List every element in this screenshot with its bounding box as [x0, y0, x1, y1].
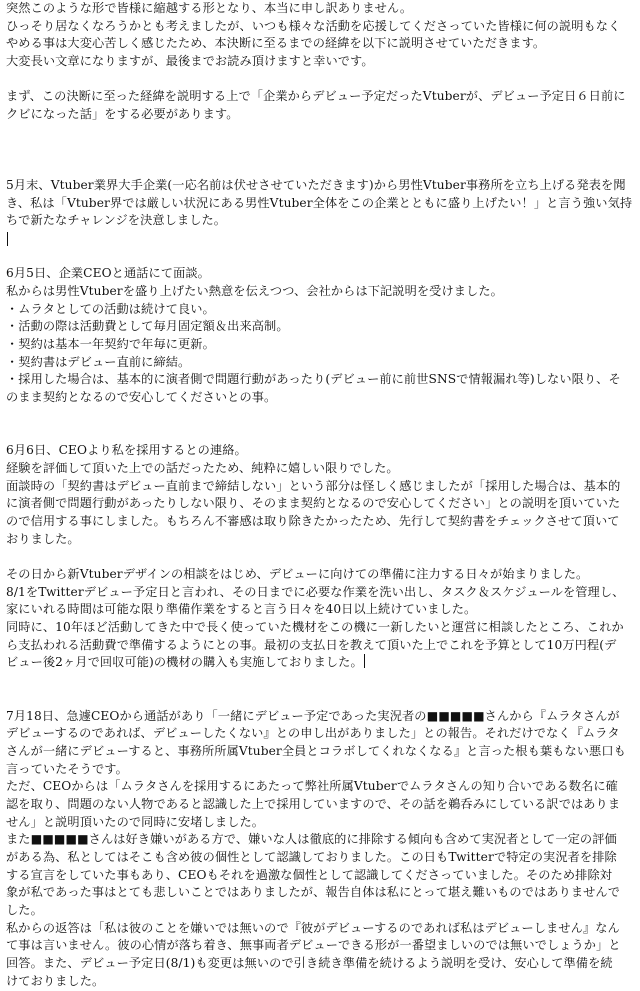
blank-line — [6, 248, 634, 266]
text-line[interactable] — [6, 743, 634, 761]
text-line[interactable] — [6, 955, 634, 973]
text-line[interactable] — [6, 35, 634, 53]
text-line-content: 同時に、10年ほど活動してきた中で長く使っていた機材をこの機に一新したいと運営に相談したところ、これか — [6, 620, 624, 635]
text-line-content: き、私は「Vtuber界では厳しい状況にある男性Vtuber全体をこの企業とともに盛り上げたい！」と言う強い気持 — [6, 195, 633, 210]
text-line[interactable] — [6, 53, 634, 71]
text-line[interactable] — [6, 584, 634, 602]
blank-line — [6, 71, 634, 89]
text-line-content: 8/1をTwitterデビュー予定日と言われ、その日までに必要な作業を洗い出し、タスク＆スケジュールを管理し、 — [6, 584, 625, 599]
text-line-content: した。 — [6, 903, 43, 918]
text-line[interactable] — [6, 495, 634, 513]
text-line-content: 大変長い文章になりますが、最後までお読み頂けますと幸いです。 — [6, 54, 374, 69]
text-line[interactable] — [6, 814, 634, 832]
text-line[interactable] — [6, 265, 634, 283]
text-line[interactable] — [6, 371, 634, 389]
text-line-content: 7月18日、急遽CEOから通話があり「一緒にデビュー予定であった実況者の■■■■■さんから『ムラタさんが — [6, 708, 620, 723]
text-line[interactable] — [6, 531, 634, 549]
text-line-content: その日から新Vtuberデザインの相談をはじめ、デビューに向けての準備に注力する日々が始まりました。 — [6, 567, 589, 581]
text-line-content: 認を取り、問題のない人物であると認識した上で採用していますので、その話を鵜呑みにしている訳ではありま — [6, 796, 621, 811]
text-line[interactable] — [6, 778, 634, 796]
text-line-content: のまま契約となるので安心してくださいとの事。 — [6, 390, 277, 405]
text-line-content: 6月5日、企業CEOと通話にて面談。 — [6, 266, 210, 281]
text-line[interactable] — [6, 849, 634, 867]
text-line[interactable] — [6, 478, 634, 496]
text-line[interactable] — [6, 937, 634, 955]
text-line[interactable] — [6, 725, 634, 743]
text-line[interactable] — [6, 460, 634, 478]
text-line[interactable] — [6, 601, 634, 619]
blank-line — [6, 159, 634, 177]
text-line[interactable] — [6, 513, 634, 531]
text-line[interactable] — [6, 318, 634, 336]
text-line-content: やめる事は大変心苦しく感じたため、本決断に至るまでの経緯を以下に説明させていただきます。 — [6, 36, 546, 51]
text-line-content: せん」と説明頂いたので同時に安堵しました。 — [6, 814, 265, 829]
text-line-content: 突然このような形で皆様に縮越する形となり、本当に申し訳ありません。 — [6, 1, 413, 15]
text-line[interactable] — [6, 884, 634, 902]
blank-line — [6, 672, 634, 690]
text-line-content: おりました。 — [6, 531, 80, 546]
text-line-content: クビになった話」をする必要があります。 — [6, 107, 239, 122]
blank-line — [6, 124, 634, 142]
text-line-content: 象が私であった事はとても悲しいことではありましたが、報告自体は私にとって堪え難いものではありませんで — [6, 885, 621, 900]
text-line[interactable] — [6, 212, 634, 230]
text-line-content: 私からは男性Vtuberを盛り上げたい熱意を伝えつつ、会社からは下記説明を受けました。 — [6, 284, 503, 298]
text-line-content: 私からの返答は「私は彼のことを嫌いでは無いので『彼がデビューするのであれば私はデビューしません』なん — [6, 920, 620, 935]
text-line-content: て事は言いません。彼の心情が落ち着き、無事両者デビューできる形が一番望ましいのでは無いでしょうか」と — [6, 938, 621, 953]
text-line-content: ビュー後2ヶ月で回収可能)の機材の購入も実施しておりました。 — [6, 655, 363, 670]
text-line-content: ・活動の際は活動費として毎月固定額＆出来高制。 — [6, 319, 289, 334]
text-line[interactable] — [6, 654, 634, 672]
text-cursor — [7, 232, 8, 246]
text-line[interactable] — [6, 831, 634, 849]
text-line-content: ひっそり居なくなろうかとも考えましたが、いつも様々な活動を応援してくださっていた皆様に何の説明もなく — [6, 18, 621, 33]
text-line[interactable] — [6, 195, 634, 213]
text-line[interactable] — [6, 336, 634, 354]
text-line-content: ちで新たなチャレンジを決意しました。 — [6, 213, 227, 228]
text-line[interactable] — [6, 867, 634, 885]
blank-line — [6, 548, 634, 566]
text-line-content: に演者側で問題行動があったりしない限り、そのまま契約となるので安心してください」との説明を頂いていた — [6, 496, 621, 511]
text-line[interactable] — [6, 389, 634, 407]
text-line-content: ・採用した場合は、基本的に演者側で問題行動があったり(デビュー前に前世SNSで情報漏れ等)しない限り、そ — [6, 372, 621, 387]
text-line-content: 家にいれる時間は可能な限り準備作業をすると言う日々を40日以上続けていました。 — [6, 602, 477, 617]
text-line[interactable] — [6, 902, 634, 920]
text-line-content: がある為、私としてはそこも含め彼の個性として認識しておりました。この日もTwitterで特定の実況者を排除 — [6, 850, 617, 864]
text-line[interactable] — [6, 177, 634, 195]
text-line-content: ら支払われる活動費で準備するようにとの事。最初の支払日を教えて頂いた上でこれを予算として10万円程(デ — [6, 637, 617, 652]
text-line[interactable] — [6, 566, 634, 584]
text-line[interactable] — [6, 283, 634, 301]
text-line-content: まず、この決断に至った経緯を説明する上で「企業からデビュー予定だったVtuberが、デビュー予定日６日前に — [6, 89, 626, 104]
text-line[interactable] — [6, 301, 634, 319]
text-line-content: デビューするのであれば、デビューしたくない』との申し出がありました」との報告。それだけでなく『ムラタ — [6, 726, 620, 741]
text-line-content: ・契約は基本一年契約で年毎に更新。 — [6, 337, 215, 352]
text-line-content: 面談時の「契約書はデビュー直前まで締結しない」という部分は怪しく感じましたが「採用した場合は、基本的 — [6, 478, 621, 493]
text-line-content: ので信用する事にしました。もちろん不審感は取り除きたかったため、先行して契約書をチェックさせて頂いて — [6, 513, 620, 528]
text-line[interactable] — [6, 920, 634, 938]
text-line-content: する宣言をしていた事もあり、CEOもそれを過激な個性として認識してくださっていました。そのため排除対 — [6, 867, 613, 882]
text-line-content: また■■■■■さんは好き嫌いがある方で、嫌いな人は徹底的に排除する傾向も含めて実況者として一定の評価 — [6, 832, 617, 847]
text-line[interactable] — [6, 0, 634, 18]
text-line-content: 5月末、Vtuber業界大手企業(一応名前は伏せさせていただきます)から男性Vtuber事務所を立ち上げる発表を聞 — [6, 177, 626, 192]
text-line-content: ・契約書はデビュー直前に締結。 — [6, 354, 191, 369]
blank-line — [6, 407, 634, 425]
text-line[interactable] — [6, 354, 634, 372]
text-line[interactable] — [6, 18, 634, 36]
text-line-content: ただ、CEOからは「ムラタさんを採用するにあたって弊社所属Vtuberでムラタさんの知り合いである数名に確 — [6, 779, 618, 794]
text-line[interactable] — [6, 708, 634, 726]
text-cursor — [364, 654, 365, 668]
text-line[interactable] — [6, 619, 634, 637]
blank-line — [6, 142, 634, 160]
text-line[interactable] — [6, 442, 634, 460]
text-line[interactable] — [6, 973, 634, 991]
text-line[interactable] — [6, 88, 634, 106]
text-line[interactable] — [6, 761, 634, 779]
document-body — [6, 0, 634, 991]
blank-line — [6, 690, 634, 708]
text-line[interactable] — [6, 796, 634, 814]
text-line[interactable] — [6, 106, 634, 124]
text-line-content: けておりました。 — [6, 973, 105, 988]
text-line-content: ・ムラタとしての活動は続けて良い。 — [6, 301, 215, 316]
text-line-content: 6月6日、CEOより私を採用するとの連絡。 — [6, 443, 247, 458]
text-line-content: さんが一緒にデビューすると、事務所所属Vtuber全員とコラボしてくれなくなる』と言った根も葉もない悪口も — [6, 743, 626, 758]
text-line-content: 言っていたそうです。 — [6, 761, 128, 776]
text-line-content: 経験を評価して頂いた上での話だったため、純粋に嬉しい限りでした。 — [6, 460, 399, 475]
blank-line — [6, 425, 634, 443]
text-line-content: 回答。また、デビュー予定日(8/1)も変更は無いので引き続き準備を続けるよう説明を受け、安心して準備を続 — [6, 956, 613, 971]
text-line[interactable] — [6, 637, 634, 655]
text-cursor-line[interactable] — [6, 230, 634, 248]
